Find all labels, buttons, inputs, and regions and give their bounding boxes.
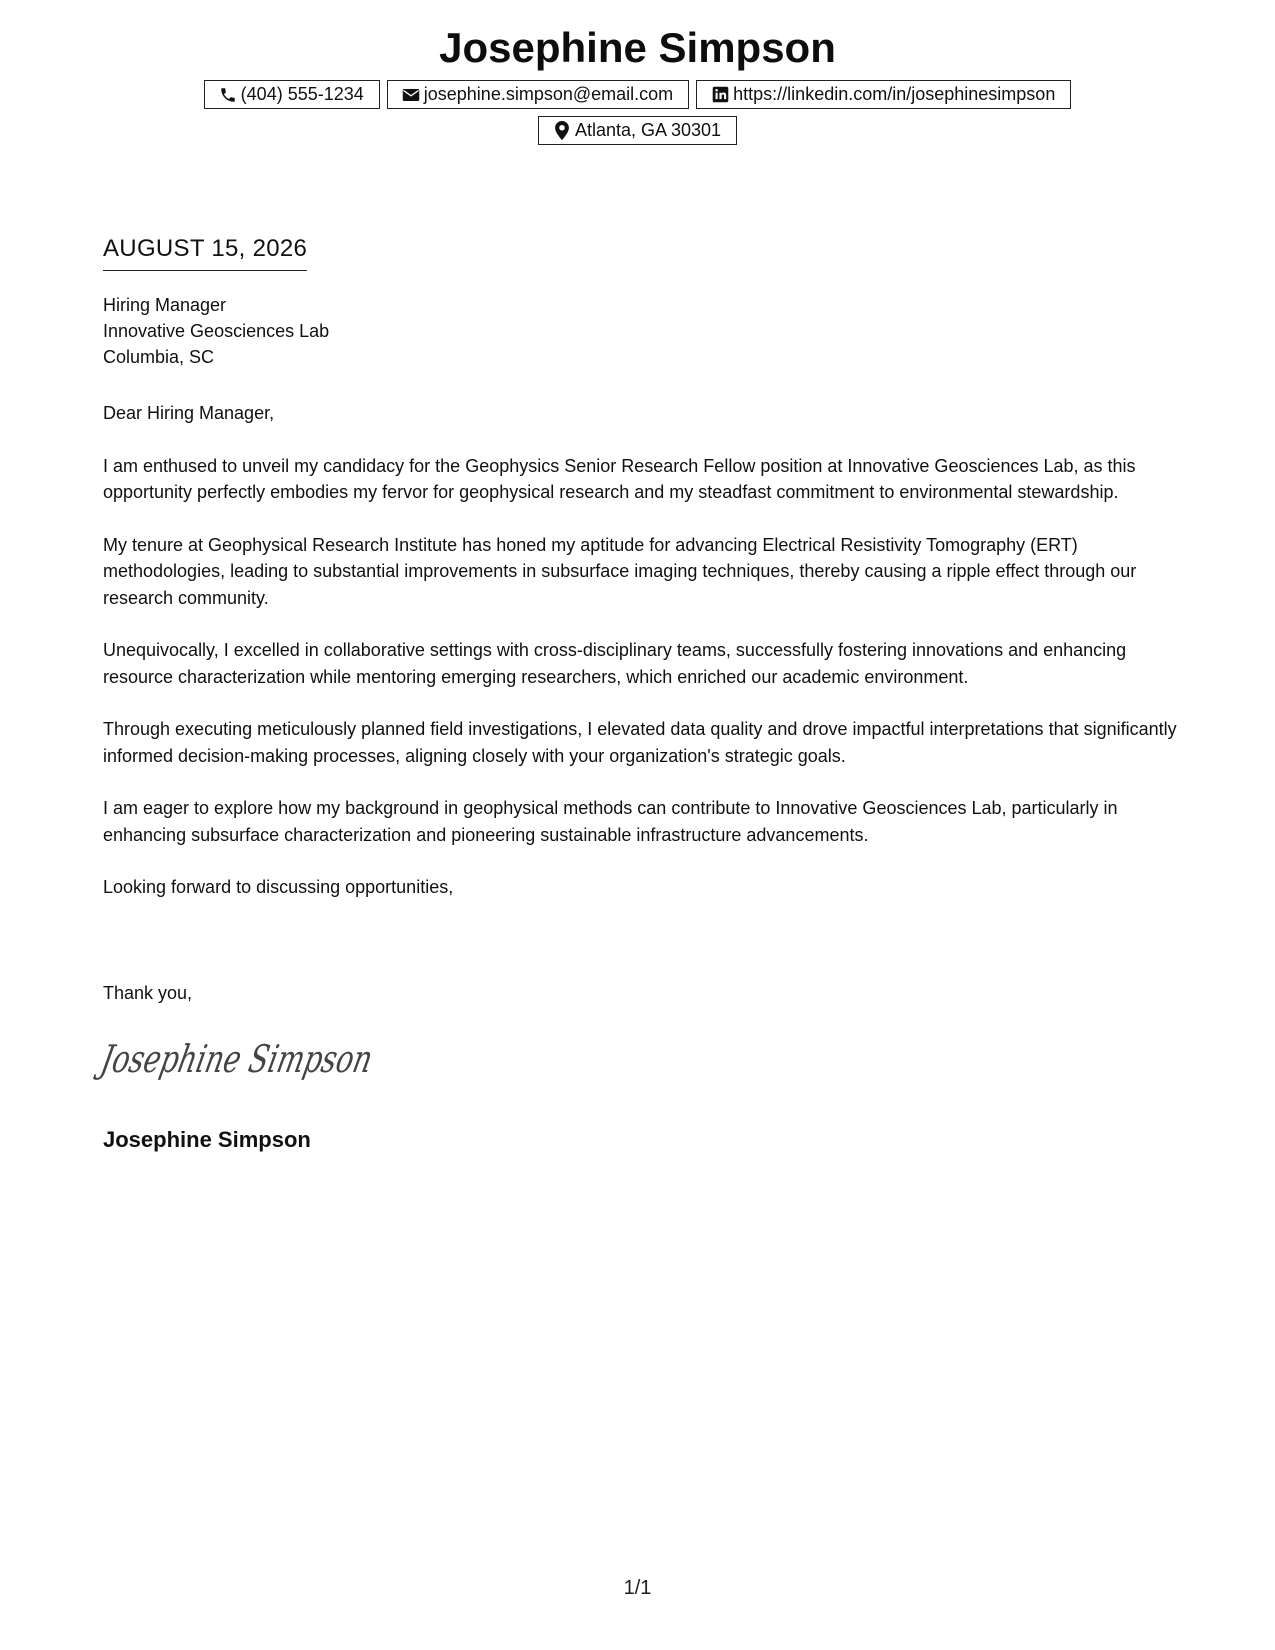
contact-bar — [0, 80, 1275, 145]
page-number: 1/1 — [623, 1577, 652, 1599]
linkedin-text: https://linkedin.com/in/josephinesimpson — [733, 84, 1056, 104]
body-paragraph: I am eager to explore how my background in geophysical methods can contribute to Innovative Geosciences Lab, particularly in enhancing subsurface characterization and pioneering sustainable infrastructure advancements. — [103, 798, 1118, 845]
envelope-icon — [401, 85, 421, 105]
closing: Thank you, — [103, 983, 193, 1003]
applicant-name: Josephine Simpson — [439, 24, 836, 71]
letter-date: AUGUST 15, 2026 — [103, 232, 307, 271]
letter-body — [103, 400, 1183, 927]
handwritten-signature — [96, 1030, 472, 1090]
recipient-location: Columbia, SC — [103, 347, 215, 367]
recipient-title: Hiring Manager — [103, 295, 227, 315]
linkedin-icon — [710, 85, 730, 105]
closing-remark: Looking forward to discussing opportunities, — [103, 877, 454, 897]
signer-name: Josephine Simpson — [103, 1127, 311, 1152]
body-paragraph: Unequivocally, I excelled in collaborative settings with cross-disciplinary teams, successfully fostering innovations and enhancing resource characterization while mentoring emerging researchers, which enriched our academic environment. — [103, 640, 1127, 687]
contact-linkedin[interactable] — [696, 80, 1071, 109]
body-paragraph: I am enthused to unveil my candidacy for the Geophysics Senior Research Fellow position at Innovative Geosciences Lab, as this opportunity perfectly embodies my fervor for geophysical research and my steadfast commitment to environmental stewardship. — [103, 455, 1136, 502]
contact-location[interactable] — [538, 116, 737, 145]
location-text: Atlanta, GA 30301 — [574, 120, 722, 140]
map-pin-icon — [552, 121, 572, 141]
salutation: Dear Hiring Manager, — [103, 403, 275, 423]
contact-email[interactable] — [387, 80, 689, 109]
body-paragraph: Through executing meticulously planned field investigations, I elevated data quality and drove impactful interpretations that significantly informed decision-making processes, aligning closely with your organization's strategic goals. — [103, 719, 1177, 766]
email-text: josephine.simpson@email.com — [423, 84, 674, 104]
recipient-company: Innovative Geosciences Lab — [103, 321, 330, 341]
body-paragraph: My tenure at Geophysical Research Institute has honed my aptitude for advancing Electrical Resistivity Tomography (ERT) methodologies, leading to substantial improvements in subsurface imaging techniques, thereby causing a ripple effect through our research community. — [103, 534, 1137, 608]
contact-phone[interactable] — [204, 80, 380, 109]
recipient-block — [103, 292, 329, 370]
signature-script: Josephine Simpson — [96, 1037, 472, 1082]
letter-date-block — [103, 232, 307, 271]
phone-text: (404) 555-1234 — [240, 84, 364, 104]
phone-icon — [218, 85, 238, 105]
